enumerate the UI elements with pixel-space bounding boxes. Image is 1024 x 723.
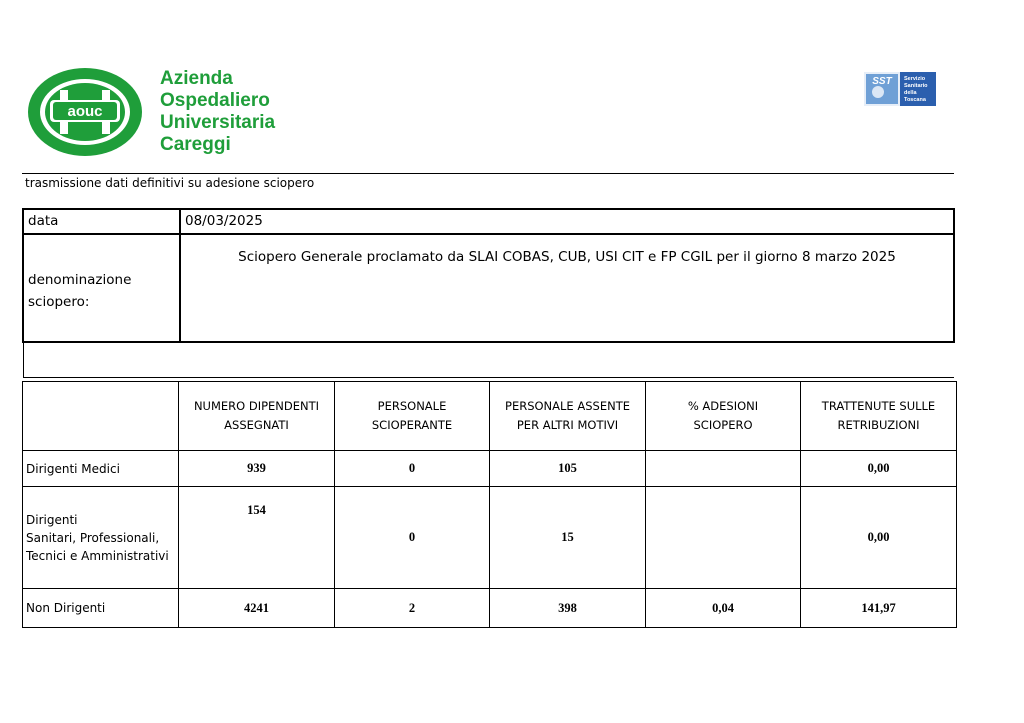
- assegnati-cell: 154: [179, 487, 335, 589]
- sst-text: della: [904, 90, 917, 96]
- sst-text: Toscana: [904, 97, 926, 103]
- organization-name: [160, 68, 275, 156]
- assente-cell: 398: [490, 589, 646, 628]
- trattenute-cell: 0,00: [801, 451, 957, 487]
- empty-cell: [23, 342, 954, 378]
- assente-cell: 15: [490, 487, 646, 589]
- column-header: PERSONALE SCIOPERANTE: [335, 382, 490, 451]
- column-header: NUMERO DIPENDENTI ASSEGNATI: [179, 382, 335, 451]
- date-row: [23, 209, 954, 234]
- scioperante-cell: 0: [335, 487, 490, 589]
- strike-name-label: denominazione sciopero:: [23, 234, 180, 342]
- table-row: [23, 451, 957, 487]
- row-label: Dirigenti Medici: [23, 451, 179, 487]
- org-name-line: Azienda: [160, 68, 233, 89]
- sst-text: Sanitario: [904, 83, 928, 89]
- org-name-line: Careggi: [160, 134, 231, 155]
- strike-name-value: Sciopero Generale proclamato da SLAI COBAS, CUB, USI CIT e FP CGIL per il giorno 8 marzo 2025: [180, 234, 954, 342]
- adesioni-cell: 0,04: [646, 589, 801, 628]
- column-header: [23, 382, 179, 451]
- table-header-row: [23, 382, 957, 451]
- scioperante-cell: 2: [335, 589, 490, 628]
- assente-cell: 105: [490, 451, 646, 487]
- empty-row: [23, 342, 954, 378]
- org-name-line: Universitaria: [160, 112, 276, 133]
- sst-text: Servizio: [904, 76, 926, 82]
- date-value: 08/03/2025: [180, 209, 954, 234]
- org-name-line: Ospedaliero: [160, 90, 270, 111]
- sst-mark: SST: [872, 76, 892, 87]
- document-subtitle: trasmissione dati definitivi su adesione sciopero: [25, 176, 315, 190]
- column-header: TRATTENUTE SULLE RETRIBUZIONI: [801, 382, 957, 451]
- column-header: % ADESIONI SCIOPERO: [646, 382, 801, 451]
- assegnati-cell: 4241: [179, 589, 335, 628]
- row-label-line: Dirigenti: [26, 512, 78, 527]
- strike-info-table: [22, 208, 955, 378]
- column-header: PERSONALE ASSENTE PER ALTRI MOTIVI: [490, 382, 646, 451]
- row-label: [23, 487, 179, 589]
- row-label-line: Sanitari, Professionali,: [26, 530, 160, 545]
- logo-text: aouc: [67, 103, 103, 120]
- adesioni-cell: [646, 451, 801, 487]
- adesioni-cell: [646, 487, 801, 589]
- date-label: data: [23, 209, 180, 234]
- scioperante-cell: 0: [335, 451, 490, 487]
- row-label: Non Dirigenti: [23, 589, 179, 628]
- strike-name-row: [23, 234, 954, 342]
- header-divider: [22, 173, 954, 174]
- table-row: [23, 589, 957, 628]
- row-label-line: Tecnici e Amministrativi: [26, 548, 169, 563]
- trattenute-cell: 0,00: [801, 487, 957, 589]
- assegnati-cell: 939: [179, 451, 335, 487]
- aouc-logo: [26, 66, 144, 158]
- strike-data-table: [22, 381, 957, 628]
- trattenute-cell: 141,97: [801, 589, 957, 628]
- sst-logo: [864, 72, 936, 106]
- table-row: [23, 487, 957, 589]
